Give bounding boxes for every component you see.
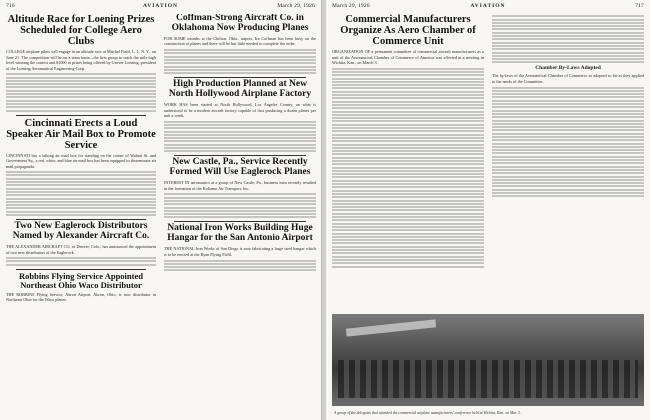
article-lead: WORK HAS been started at North Hollywood, Los Angeles County, on what is understood to be a modern aircraft factory capable of first producing a dozen planes per unit a week. bbox=[164, 102, 316, 119]
article bbox=[6, 14, 156, 112]
article-headline: New Castle, Pa., Service Recently Formed Will Use Eaglerock Planes bbox=[169, 157, 311, 178]
article-lead: INTEREST IN aeronautics at a group of New Castle, Pa., business men recently resulted in the formation of the Kokomo Air Transport, Inc. bbox=[164, 180, 316, 191]
article-body-lines bbox=[6, 73, 156, 111]
article bbox=[164, 224, 316, 271]
article-headline: Coffman-Strong Aircraft Co. in Oklahoma Now Producing Planes bbox=[171, 14, 309, 33]
article-body-lines bbox=[492, 87, 644, 198]
side-article-headline: Chamber By-Laws Adopted bbox=[535, 65, 601, 72]
article-headline: Cincinnati Erects a Loud Speaker Air Mail Box to Promote Service bbox=[6, 117, 156, 151]
article-body-lines bbox=[492, 15, 644, 63]
left-page-column-1 bbox=[6, 14, 156, 416]
divider bbox=[174, 155, 306, 156]
article-lead: CINCINNATI has a talking air mail box for standing on the corner of Walnut St. and Government Sq., a red, white, and blue air mail box has been equipped to disseminate air mail propaganda. bbox=[6, 152, 156, 169]
article-headline: National Iron Works Building Huge Hangar for the San Antonio Airport bbox=[167, 223, 313, 244]
article-lead: FOR SOME months at the Chilton, Okla., airport, Ira Coffman has been busy on the construction of planes and there will be but little needed to complete the order. bbox=[164, 35, 316, 47]
article-headline: High Production Planned at New North Hollywood Airplane Factory bbox=[168, 79, 312, 100]
article-body-lines bbox=[164, 121, 316, 153]
article-headline: Robbins Flying Service Appointed Northeast Ohio Waco Distributor bbox=[19, 270, 143, 290]
main-article-lead: ORGANIZATION OF a permanent committee of commercial aircraft manufacturers as a unit of the Aeronautical Chamber of Commerce of America was effected at a meeting in Wichita, Kan., on March 3. bbox=[332, 49, 484, 66]
side-article-lead: The by-laws of the Aeronautical Chamber of Commerce as adopted so far as they applied to the needs of the Committee. bbox=[492, 73, 644, 84]
right-running-head bbox=[332, 3, 644, 13]
divider bbox=[16, 219, 146, 220]
airplane-silhouette bbox=[346, 319, 436, 336]
article bbox=[6, 222, 156, 266]
article-lead: THE NATIONAL Iron Works of San Diego is now fabricating a large steel hangar which is to be erected at the Ryan Flying Field. bbox=[164, 246, 316, 257]
delegates-figures bbox=[338, 360, 638, 398]
right-page bbox=[326, 0, 650, 420]
article-body-lines bbox=[6, 257, 156, 266]
article-lead: THE ALEXANDER AIRCRAFT CO. of Denver, Colo., has announced the appointment of two new distributors of the Eaglerock. bbox=[6, 243, 156, 255]
article bbox=[6, 118, 156, 217]
article-body-lines bbox=[164, 49, 316, 74]
right-page-number: 717 bbox=[635, 3, 644, 9]
article bbox=[164, 14, 316, 74]
article-lead: COLLEGE airplane pilots will engage in an altitude race at Mitchel Field, L. I., N. Y., on June 21. The competition will be on a team basis—the first group to reach the mile high level winning the contest and $1000 in prizes being offered by Grover Loening, president of the Loening Aeronautical Engineering Corp. bbox=[6, 49, 156, 71]
left-page-number: 716 bbox=[6, 3, 15, 9]
article-lead: THE ROBBINS Flying Service, Akron Airport, Akron, Ohio, is now distributor in Northeast Ohio for the Waco planes. bbox=[6, 291, 156, 303]
left-issue-date: March 29, 1926 bbox=[277, 3, 315, 9]
article-body-lines bbox=[332, 68, 484, 268]
left-running-head bbox=[6, 3, 315, 13]
divider bbox=[174, 221, 306, 222]
photo-caption: A group of the delegates that attended the commercial airplane manufacturers' conference held at Wichita, Kan. on Mar. 3. bbox=[334, 411, 521, 416]
divider bbox=[16, 269, 146, 270]
right-magazine-title: AVIATION bbox=[470, 3, 506, 9]
left-page bbox=[0, 0, 322, 420]
delegates-group-photo bbox=[332, 314, 644, 406]
right-page-column-1 bbox=[332, 14, 484, 310]
left-page-column-2 bbox=[164, 14, 316, 416]
main-article-headline: Commercial Manufacturers Organize As Aero Chamber of Commerce Unit bbox=[340, 14, 476, 48]
article-headline: Altitude Race for Loening Prizes Scheduled for College Aero Clubs bbox=[7, 14, 155, 48]
article-body-lines bbox=[6, 171, 156, 216]
right-issue-date: March 29, 1926 bbox=[332, 3, 370, 9]
article bbox=[6, 272, 156, 303]
divider bbox=[16, 115, 146, 116]
article-headline: Two New Eaglerock Distributors Named by Alexander Aircraft Co. bbox=[12, 221, 150, 242]
article-body-lines bbox=[164, 193, 316, 218]
article-body-lines bbox=[164, 260, 316, 272]
left-magazine-title: AVIATION bbox=[143, 3, 178, 9]
article bbox=[164, 158, 316, 218]
divider bbox=[174, 77, 306, 78]
article bbox=[164, 80, 316, 152]
right-page-column-2 bbox=[492, 14, 644, 310]
